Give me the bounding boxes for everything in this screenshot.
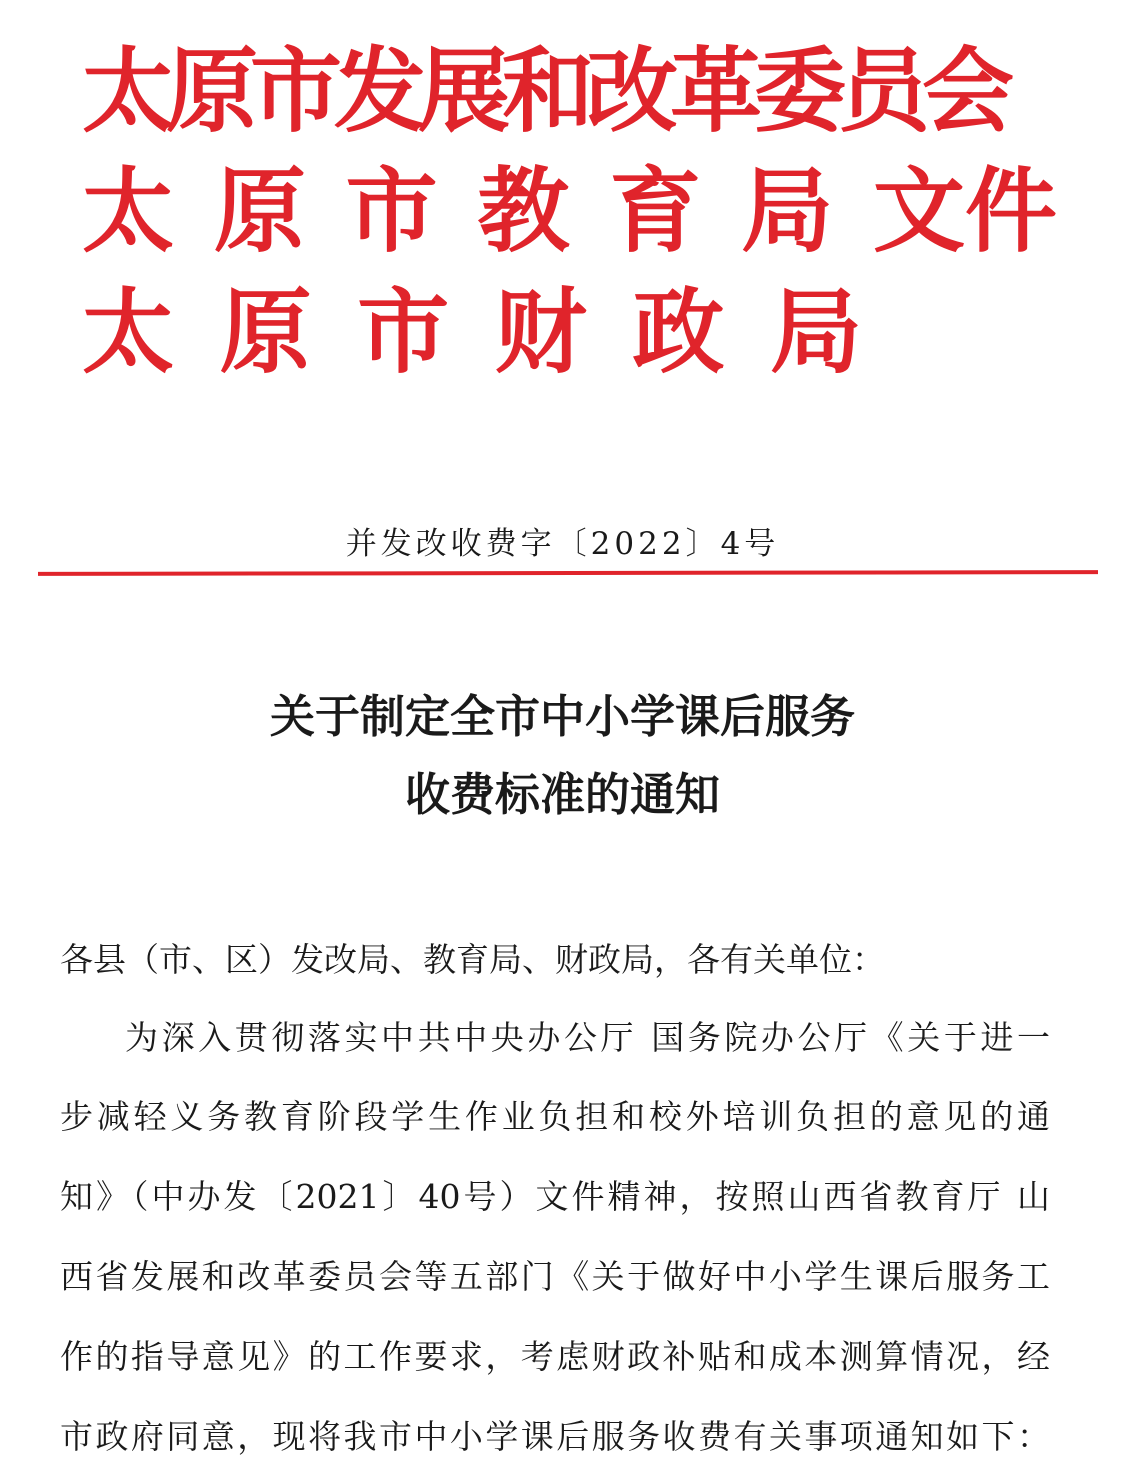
issuer-char: 市	[345, 158, 438, 265]
body-line: 市政府同意，现将我市中小学课后服务收费有关事项通知如下：	[60, 1417, 1050, 1456]
body-line: 作的指导意见》的工作要求，考虑财政补贴和成本测算情况，经	[60, 1337, 1050, 1376]
issuer-line-1: 太原市发展和改革委员会	[82, 38, 1007, 145]
issuer-char: 原	[213, 158, 306, 265]
issuer-char: 文件	[872, 158, 1057, 265]
title-line-1: 关于制定全市中小学课后服务	[269, 690, 855, 743]
issuer-char: 原	[219, 279, 312, 386]
body-line: 为深入贯彻落实中共中央办公厅 国务院办公厅《关于进一	[125, 1018, 1050, 1057]
issuer-char: 财	[494, 279, 587, 386]
issuer-char: 教	[477, 158, 570, 265]
salutation: 各县（市、区）发改局、教育局、财政局，各有关单位：	[60, 940, 885, 979]
red-divider	[38, 570, 1098, 576]
issuer-char: 政	[632, 279, 725, 386]
issuer-char: 市	[357, 279, 450, 386]
issuer-char: 局	[741, 158, 834, 265]
title-line-2: 收费标准的通知	[404, 768, 720, 821]
body-line: 步减轻义务教育阶段学生作业负担和校外培训负担的意见的通	[60, 1097, 1050, 1136]
body-line: 西省发展和改革委员会等五部门《关于做好中小学生课后服务工	[60, 1257, 1050, 1296]
issuer-char: 局	[769, 279, 862, 386]
issuer-line-2	[82, 158, 1057, 265]
body-line: 知》（中办发〔2021〕40号）文件精神，按照山西省教育厅 山	[60, 1177, 1050, 1216]
document-number: 并发改收费字〔2022〕4号	[345, 526, 780, 562]
issuer-char: 太	[82, 158, 175, 265]
issuer-char: 育	[609, 158, 702, 265]
issuer-char: 太	[82, 279, 175, 386]
issuer-line-3	[82, 279, 862, 386]
